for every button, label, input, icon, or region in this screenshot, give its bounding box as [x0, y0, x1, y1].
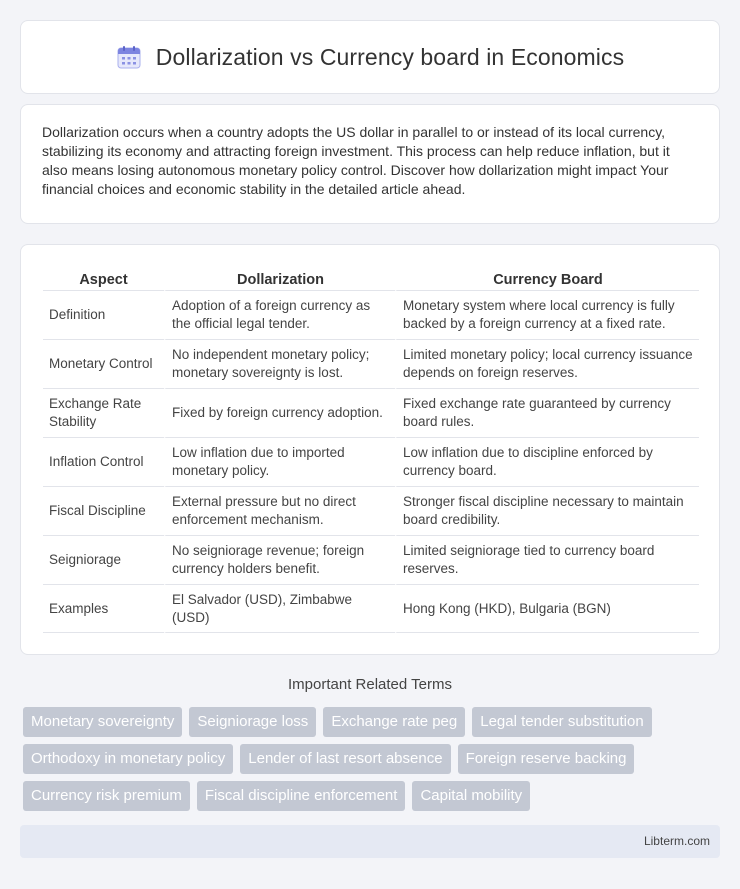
table-row — [43, 584, 699, 633]
cell-aspect: Exchange Rate Stability — [43, 388, 164, 437]
cell-currency-board: Fixed exchange rate guaranteed by currency board rules. — [395, 388, 699, 437]
cell-dollarization: External pressure but no direct enforcement mechanism. — [164, 486, 395, 535]
cell-currency-board: Monetary system where local currency is fully backed by a foreign currency at a fixed rate. — [395, 290, 699, 339]
header-aspect: Aspect — [79, 272, 128, 288]
table-header-row — [43, 265, 699, 290]
page-title: Dollarization vs Currency board in Economics — [155, 43, 625, 70]
tag-row — [23, 707, 723, 737]
tag-row — [23, 781, 723, 811]
related-term-tag[interactable]: Fiscal discipline enforcement — [197, 781, 406, 811]
related-term-tag[interactable]: Monetary sovereignty — [23, 707, 182, 737]
related-terms-title: Important Related Terms — [288, 676, 452, 693]
header-dollarization: Dollarization — [164, 265, 395, 290]
cell-aspect: Seigniorage — [43, 535, 164, 584]
cell-dollarization: No seigniorage revenue; foreign currency holders benefit. — [164, 535, 395, 584]
cell-aspect: Inflation Control — [43, 437, 164, 486]
comparison-table — [43, 265, 699, 633]
related-term-tag[interactable]: Lender of last resort absence — [240, 744, 450, 774]
cell-currency-board: Hong Kong (HKD), Bulgaria (BGN) — [395, 584, 699, 633]
cell-aspect: Fiscal Discipline — [43, 486, 164, 535]
cell-dollarization: El Salvador (USD), Zimbabwe (USD) — [164, 584, 395, 633]
related-term-tag[interactable]: Seigniorage loss — [189, 707, 316, 737]
footer-brand-link[interactable]: Libterm.com — [643, 834, 710, 848]
cell-currency-board: Stronger fiscal discipline necessary to maintain board credibility. — [395, 486, 699, 535]
title-wrap — [116, 44, 624, 71]
cell-aspect: Monetary Control — [43, 339, 164, 388]
table-row — [43, 535, 699, 584]
table-row — [43, 486, 699, 535]
tag-row — [23, 744, 723, 774]
cell-aspect: Examples — [43, 584, 164, 633]
cell-dollarization: Low inflation due to imported monetary policy. — [164, 437, 395, 486]
related-term-tag[interactable]: Currency risk premium — [23, 781, 190, 811]
related-term-tag[interactable]: Legal tender substitution — [472, 707, 651, 737]
cell-dollarization: Fixed by foreign currency adoption. — [164, 388, 395, 437]
cell-dollarization: No independent monetary policy; monetary sovereignty is lost. — [164, 339, 395, 388]
cell-currency-board: Limited seigniorage tied to currency board reserves. — [395, 535, 699, 584]
table-row — [43, 437, 699, 486]
related-term-tag[interactable]: Foreign reserve backing — [458, 744, 635, 774]
cell-aspect: Definition — [43, 290, 164, 339]
related-term-tag[interactable]: Exchange rate peg — [323, 707, 465, 737]
related-terms-tags — [23, 707, 723, 818]
comparison-table-card — [20, 244, 720, 655]
header-card — [20, 20, 720, 94]
related-term-tag[interactable]: Capital mobility — [412, 781, 530, 811]
table-row — [43, 388, 699, 437]
table-row — [43, 339, 699, 388]
cell-currency-board: Limited monetary policy; local currency issuance depends on foreign reserves. — [395, 339, 699, 388]
table-row — [43, 290, 699, 339]
cell-currency-board: Low inflation due to discipline enforced by currency board. — [395, 437, 699, 486]
footer — [20, 825, 720, 858]
intro-card — [20, 104, 720, 224]
intro-text: Dollarization occurs when a country adopts the US dollar in parallel to or instead of its local currency, stabilizing its economy and attracting foreign investment. This process can help reduce inflation, but it also means losing autonomous monetary policy control. Discover how dollarization might impact Your financial choices and economic stability in the detailed article ahead. — [42, 124, 670, 197]
related-term-tag[interactable]: Orthodoxy in monetary policy — [23, 744, 233, 774]
cell-dollarization: Adoption of a foreign currency as the official legal tender. — [164, 290, 395, 339]
header-currency-board: Currency Board — [395, 265, 699, 290]
calendar-icon — [116, 44, 142, 70]
